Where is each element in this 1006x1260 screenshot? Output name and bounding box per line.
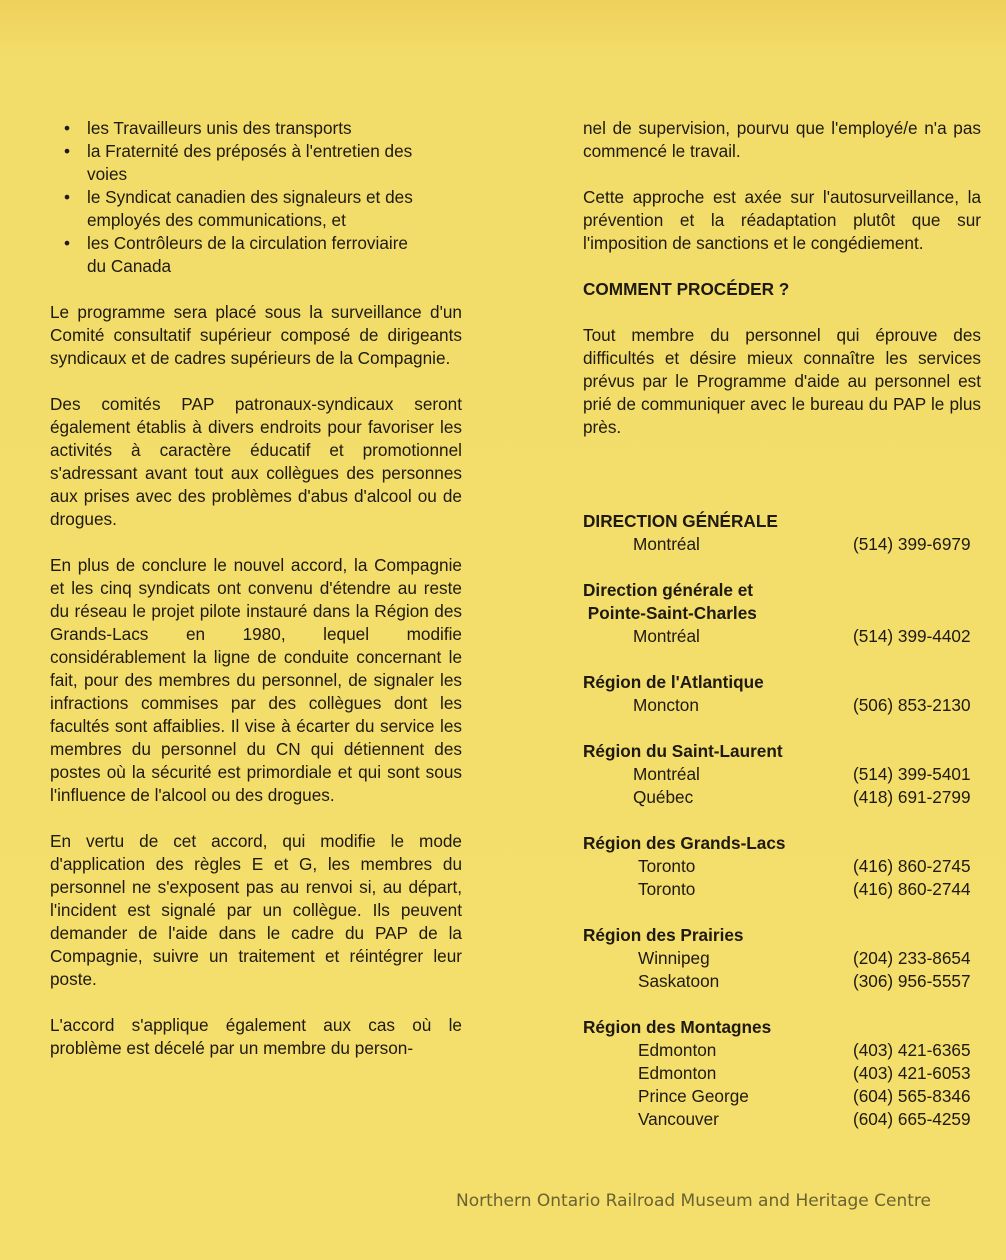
office-group-title: Région des Montagnes bbox=[583, 1017, 772, 1037]
office-city: Moncton bbox=[633, 695, 699, 715]
office-phone: (514) 399-6979 bbox=[853, 534, 971, 554]
office-group-title: DIRECTION GÉNÉRALE bbox=[583, 511, 778, 531]
office-phone: (403) 421-6365 bbox=[853, 1040, 971, 1060]
union-name: les Travailleurs unis des transports bbox=[87, 118, 352, 138]
office-city: Prince George bbox=[638, 1086, 749, 1106]
museum-watermark: Northern Ontario Railroad Museum and Heritage Centre bbox=[456, 1191, 931, 1211]
office-group-title: Région de l'Atlantique bbox=[583, 672, 764, 692]
office-phone: (416) 860-2744 bbox=[853, 879, 971, 899]
office-group bbox=[583, 832, 981, 901]
office-location bbox=[583, 1062, 981, 1085]
office-group-title: Région du Saint-Laurent bbox=[583, 741, 783, 761]
paragraph-supervision: L'accord s'applique également aux cas où le problème est décelé par un membre du person- bbox=[50, 1015, 462, 1058]
office-group-title: Direction générale et bbox=[583, 580, 754, 600]
paragraph-pilot-project: En plus de conclure le nouvel accord, la Compagnie et les cinq syndicats ont convenu d'étendre au reste du réseau le projet pilote instauré dans la Région des Grands-Lacs en 1980, lequel modifie considérablement la ligne de conduite concernant le fait, pour des membres du personnel, de signaler les infractions commises par des collègues dont les facultés sont affaiblies. Il vise à écarter du service les membres du personnel du CN qui détiennent des postes où la sécurité est primordiale et qui sont sous l'influence de l'alcool ou des drogues. bbox=[50, 555, 462, 805]
bullet-icon: • bbox=[64, 141, 71, 161]
union-list bbox=[50, 117, 462, 278]
office-city: Québec bbox=[633, 787, 694, 807]
office-phone: (604) 665-4259 bbox=[853, 1109, 971, 1129]
office-group bbox=[583, 579, 981, 648]
office-phone: (514) 399-5401 bbox=[853, 764, 971, 784]
office-city: Montréal bbox=[633, 764, 700, 784]
paragraph-oversight-committee: Le programme sera placé sous la surveillance d'un Comité consultatif supérieur composé de dirigeants syndicaux et de cadres supérieurs de la Compagnie. bbox=[50, 302, 462, 368]
office-location bbox=[583, 947, 981, 970]
paragraph-approach: Cette approche est axée sur l'autosurveillance, la prévention et la réadaptation plutôt que sur l'imposition de sanctions et le congédiement. bbox=[583, 187, 981, 253]
office-city: Montréal bbox=[633, 626, 700, 646]
office-group-title-line2: Pointe-Saint-Charles bbox=[583, 603, 757, 623]
office-group bbox=[583, 510, 981, 556]
office-location bbox=[583, 763, 981, 786]
office-city: Montréal bbox=[633, 534, 700, 554]
left-column bbox=[50, 117, 462, 1083]
office-location bbox=[583, 694, 981, 717]
office-group-title: Région des Prairies bbox=[583, 925, 744, 945]
office-phone: (514) 399-4402 bbox=[853, 626, 971, 646]
office-group bbox=[583, 924, 981, 993]
union-list-item bbox=[50, 140, 427, 186]
office-group bbox=[583, 671, 981, 717]
office-location bbox=[583, 878, 981, 901]
bullet-icon: • bbox=[64, 187, 71, 207]
office-location bbox=[583, 1039, 981, 1062]
office-phone: (506) 853-2130 bbox=[853, 695, 971, 715]
office-phone: (204) 233-8654 bbox=[853, 948, 971, 968]
office-location bbox=[583, 970, 981, 993]
paragraph-rules-e-g: En vertu de cet accord, qui modifie le mode d'application des règles E et G, les membres du personnel ne s'exposent pas au renvoi si, au départ, l'incident est signalé par un collègue. Ils peuvent demander de l'aide dans le cadre du PAP de la Compagnie, suivre un traitement et réintégrer leur poste. bbox=[50, 831, 462, 989]
office-location bbox=[583, 855, 981, 878]
office-phone: (306) 956-5557 bbox=[853, 971, 971, 991]
office-city: Winnipeg bbox=[638, 948, 710, 968]
paragraph-contact: Tout membre du personnel qui éprouve des difficultés et désire mieux connaître les services prévus par le Programme d'aide au personnel est prié de communiquer avec le bureau du PAP le plus près. bbox=[583, 325, 981, 437]
office-city: Toronto bbox=[638, 879, 696, 899]
union-list-item bbox=[50, 186, 427, 232]
union-list-item bbox=[50, 117, 427, 140]
paragraph-supervision-continued: nel de supervision, pourvu que l'employé/e n'a pas commencé le travail. bbox=[583, 118, 981, 161]
bullet-icon: • bbox=[64, 118, 71, 138]
section-heading: COMMENT PROCÉDER ? bbox=[583, 279, 790, 299]
office-city: Toronto bbox=[638, 856, 696, 876]
office-city: Vancouver bbox=[638, 1109, 719, 1129]
office-phone: (604) 565-8346 bbox=[853, 1086, 971, 1106]
office-directory bbox=[583, 510, 981, 1154]
union-list-item bbox=[50, 232, 427, 278]
union-name: la Fraternité des préposés à l'entretien des voies bbox=[87, 141, 413, 184]
office-phone: (403) 421-6053 bbox=[853, 1063, 971, 1083]
office-location bbox=[583, 533, 981, 556]
office-city: Edmonton bbox=[638, 1063, 717, 1083]
office-group bbox=[583, 1016, 981, 1131]
office-city: Edmonton bbox=[638, 1040, 717, 1060]
office-group-title: Région des Grands-Lacs bbox=[583, 833, 786, 853]
office-phone: (416) 860-2745 bbox=[853, 856, 971, 876]
right-column bbox=[583, 117, 981, 462]
paragraph-pap-committees: Des comités PAP patronaux-syndicaux seront également établis à divers endroits pour favoriser les activités à caractère éducatif et promotionnel s'adressant avant tout aux collègues des personnes aux prises avec des problèmes d'abus d'alcool ou de drogues. bbox=[50, 394, 462, 529]
office-location bbox=[583, 625, 981, 648]
union-name: le Syndicat canadien des signaleurs et des employés des communications, et bbox=[87, 187, 413, 230]
bullet-icon: • bbox=[64, 233, 71, 253]
office-city: Saskatoon bbox=[638, 971, 720, 991]
office-location bbox=[583, 1085, 981, 1108]
union-name: les Contrôleurs de la circulation ferroviaire du Canada bbox=[87, 233, 408, 276]
office-phone: (418) 691-2799 bbox=[853, 787, 971, 807]
office-location bbox=[583, 1108, 981, 1131]
office-location bbox=[583, 786, 981, 809]
office-group bbox=[583, 740, 981, 809]
